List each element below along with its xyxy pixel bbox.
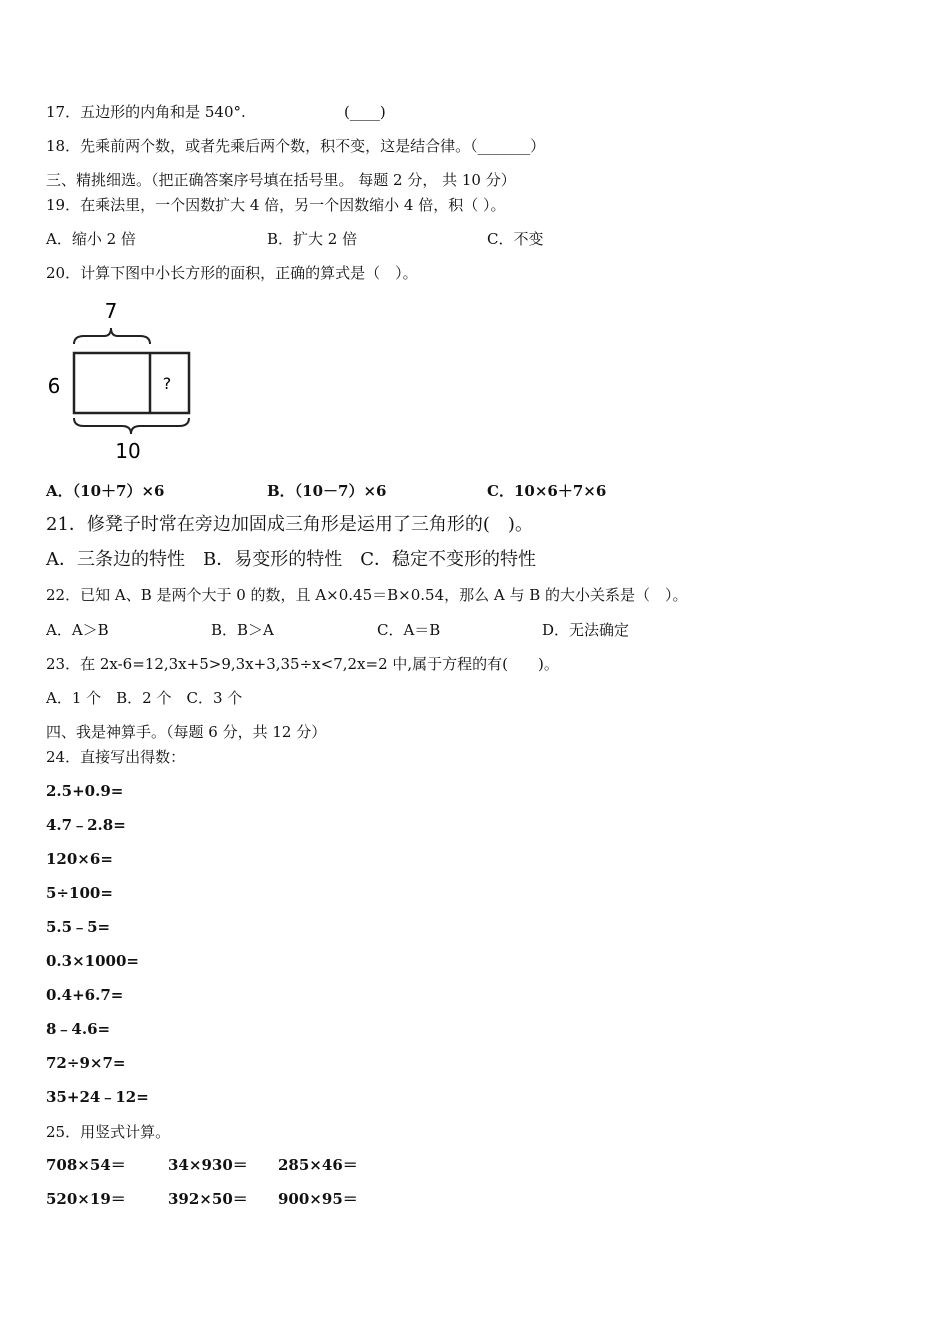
vertical-calc-item: 285×46＝ (278, 1156, 358, 1174)
question-22-option-a[interactable]: A．A＞B (46, 621, 109, 639)
question-17-text: 17．五边形的内角和是 540°. (46, 103, 246, 121)
question-19-option-c[interactable]: C．不变 (487, 230, 544, 248)
calc-item: 35+24﹣12= (46, 1088, 149, 1106)
calc-item: 72÷9×7= (46, 1054, 126, 1072)
question-22: 22．已知 A、B 是两个大于 0 的数，且 A×0.45＝B×0.54，那么 A 与 B 的大小关系是（ ）。 (46, 586, 688, 604)
question-17-answer-blank[interactable]: (____) (344, 103, 386, 121)
figure-bottom-label: 10 (115, 439, 141, 463)
unknown-label: ? (162, 374, 172, 393)
question-19: 19．在乘法里，一个因数扩大 4 倍，另一个因数缩小 4 倍，积（ ）。 (46, 196, 506, 214)
vertical-calc-item: 708×54＝ (46, 1156, 126, 1174)
section-3-heading: 三、精挑细选。（把正确答案序号填在括号里。 每题 2 分， 共 10 分） (46, 171, 516, 189)
question-22-option-b[interactable]: B．B＞A (211, 621, 274, 639)
figure-top-label: 7 (104, 299, 118, 323)
calc-item: 0.3×1000= (46, 952, 139, 970)
question-18: 18．先乘前两个数，或者先乘后两个数，积不变，这是结合律。（_______） (46, 137, 546, 155)
question-20: 20．计算下图中小长方形的面积，正确的算式是（ ）。 (46, 264, 418, 282)
calc-item: 8﹣4.6= (46, 1020, 111, 1038)
question-23-options[interactable]: A．1 个 B．2 个 C．3 个 (46, 689, 243, 707)
vertical-calc-item: 392×50＝ (168, 1190, 248, 1208)
question-19-option-b[interactable]: B．扩大 2 倍 (267, 230, 358, 248)
vertical-calc-item: 900×95＝ (278, 1190, 358, 1208)
question-24: 24．直接写出得数： (46, 748, 186, 766)
question-17 (46, 102, 246, 122)
question-19-option-a[interactable]: A．缩小 2 倍 (46, 230, 136, 248)
question-22-option-c[interactable]: C．A＝B (377, 621, 441, 639)
large-rectangle (74, 353, 189, 413)
calc-item: 2.5+0.9= (46, 782, 124, 800)
section-4-heading: 四、我是神算手。（每题 6 分，共 12 分） (46, 723, 327, 741)
bottom-brace (74, 418, 189, 434)
calc-item: 5.5﹣5= (46, 918, 111, 936)
rectangle-figure (40, 296, 210, 466)
question-23: 23．在 2x-6=12,3x+5>9,3x+3,35÷x<7,2x=2 中,属于方程的有( )。 (46, 655, 559, 673)
vertical-calc-item: 520×19＝ (46, 1190, 126, 1208)
calc-item: 0.4+6.7= (46, 986, 124, 1004)
calc-item: 4.7﹣2.8= (46, 816, 126, 834)
calc-item: 120×6= (46, 850, 113, 868)
figure-left-label: 6 (47, 374, 61, 398)
question-25: 25．用竖式计算。 (46, 1123, 171, 1141)
calc-item: 5÷100= (46, 884, 113, 902)
question-20-option-c[interactable]: C．10×6＋7×6 (487, 482, 607, 500)
question-21-options[interactable]: A．三条边的特性 B．易变形的特性 C．稳定不变形的特性 (46, 549, 536, 570)
vertical-calc-item: 34×930＝ (168, 1156, 248, 1174)
question-20-option-b[interactable]: B．（10－7）×6 (267, 482, 387, 500)
top-brace (74, 328, 150, 344)
question-20-option-a[interactable]: A．（10＋7）×6 (46, 482, 165, 500)
question-21: 21．修凳子时常在旁边加固成三角形是运用了三角形的( )。 (46, 514, 533, 535)
question-22-option-d[interactable]: D．无法确定 (542, 621, 630, 639)
